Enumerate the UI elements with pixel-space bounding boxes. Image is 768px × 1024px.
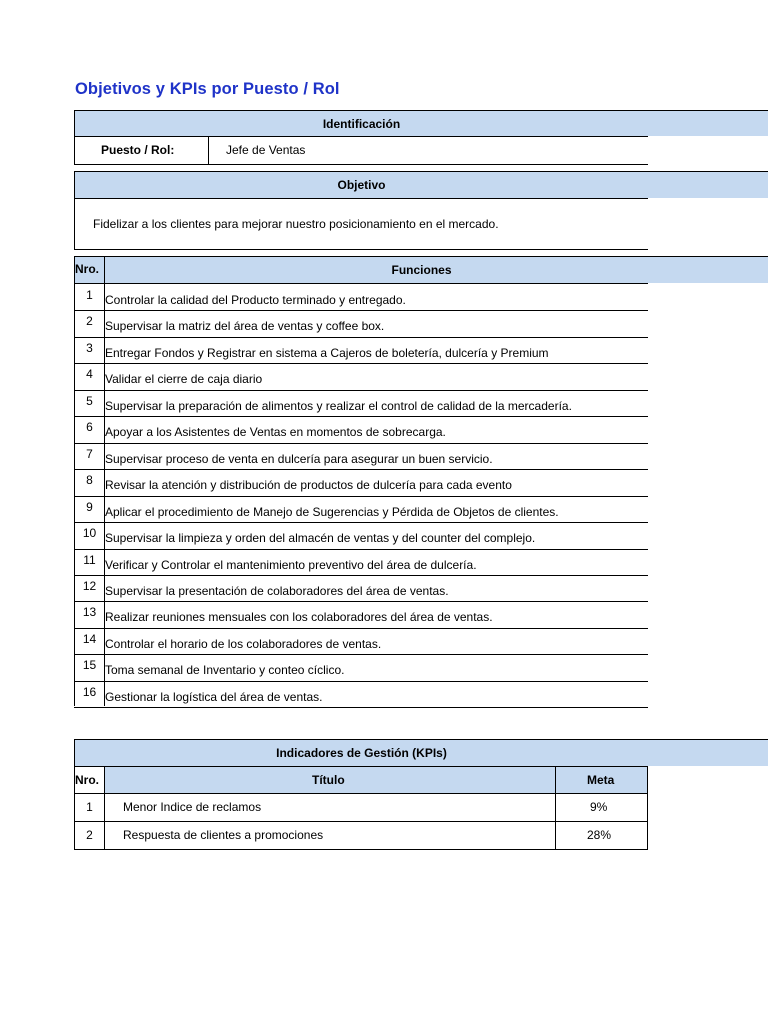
function-text: Controlar el horario de los colaboradores de ventas. — [105, 636, 382, 651]
divider — [74, 337, 648, 338]
divider — [555, 766, 556, 850]
kpi-nro: 2 — [86, 828, 93, 842]
divider — [104, 766, 105, 850]
function-text: Toma semanal de Inventario y conteo cíclico. — [105, 663, 345, 678]
kpis-col-meta: Meta — [587, 773, 615, 787]
funciones-col-nro: Nro. — [75, 262, 99, 276]
function-number: 13 — [82, 605, 97, 620]
divider — [74, 522, 648, 523]
divider — [74, 469, 648, 470]
divider — [74, 164, 648, 165]
function-text: Gestionar la logística del área de ventas. — [105, 689, 323, 704]
divider — [74, 363, 648, 364]
function-number: 3 — [86, 340, 93, 355]
divider — [74, 416, 648, 417]
function-text: Entregar Fondos y Registrar en sistema a Cajeros de boletería, dulcería y Premium — [105, 345, 549, 360]
function-text: Supervisar la preparación de alimentos y realizar el control de calidad de la mercadería. — [105, 398, 572, 413]
function-text: Supervisar la matriz del área de ventas y coffee box. — [105, 319, 385, 334]
divider — [74, 136, 648, 137]
function-text: Supervisar proceso de venta en dulcería para asegurar un buen servicio. — [105, 451, 493, 466]
funciones-header: Funciones — [391, 263, 452, 277]
divider — [74, 310, 648, 311]
objetivo-text: Fidelizar a los clientes para mejorar nuestro posicionamiento en el mercado. — [93, 217, 499, 231]
divider — [74, 628, 648, 629]
divider — [647, 766, 648, 850]
divider — [74, 707, 648, 708]
function-number: 11 — [83, 552, 96, 567]
divider — [74, 198, 648, 199]
divider — [74, 849, 648, 850]
divider — [74, 496, 648, 497]
function-number: 2 — [86, 314, 93, 329]
puesto-rol-label: Puesto / Rol: — [101, 143, 175, 157]
kpi-meta: 28% — [587, 828, 612, 842]
divider — [74, 575, 648, 576]
objetivo-header-bar — [75, 171, 768, 198]
divider — [74, 249, 648, 250]
divider — [74, 601, 648, 602]
kpis-header-bar — [75, 739, 768, 766]
page-title: Objetivos y KPIs por Puesto / Rol — [75, 80, 340, 98]
kpi-titulo: Respuesta de clientes a promociones — [123, 828, 324, 842]
function-text: Controlar la calidad del Producto terminado y entregado. — [105, 293, 406, 307]
identificacion-header-bar — [75, 110, 768, 136]
divider — [74, 766, 648, 767]
divider — [74, 681, 648, 682]
function-number: 5 — [86, 393, 93, 408]
divider — [208, 136, 209, 164]
puesto-rol-value: Jefe de Ventas — [226, 143, 306, 157]
function-number: 9 — [86, 499, 93, 514]
function-number: 6 — [86, 420, 93, 435]
divider — [74, 390, 648, 391]
divider — [74, 549, 648, 550]
function-number: 16 — [82, 684, 97, 699]
divider — [74, 821, 648, 822]
function-number: 1 — [86, 288, 93, 302]
objetivo-header: Objetivo — [337, 178, 386, 192]
function-text: Supervisar la presentación de colaboradores del área de ventas. — [105, 583, 449, 598]
divider — [74, 443, 648, 444]
kpis-col-titulo: Título — [312, 773, 345, 787]
kpis-col-nro: Nro. — [75, 773, 99, 787]
function-text: Revisar la atención y distribución de productos de dulcería para cada evento — [105, 478, 512, 493]
identificacion-header: Identificación — [322, 117, 401, 131]
function-number: 15 — [82, 658, 97, 673]
function-text: Apoyar a los Asistentes de Ventas en momentos de sobrecarga. — [105, 425, 446, 440]
function-text: Supervisar la limpieza y orden del almacén de ventas y del counter del complejo. — [105, 531, 536, 546]
function-text: Aplicar el procedimiento de Manejo de Sugerencias y Pérdida de Objetos de clientes. — [105, 504, 559, 519]
divider — [74, 171, 75, 250]
divider — [74, 110, 75, 164]
kpi-nro: 1 — [86, 800, 93, 814]
divider — [74, 283, 648, 284]
function-number: 7 — [86, 446, 93, 461]
divider — [74, 793, 648, 794]
function-number: 8 — [86, 473, 93, 488]
function-number: 12 — [82, 578, 97, 593]
kpis-header: Indicadores de Gestión (KPIs) — [276, 746, 447, 760]
function-text: Realizar reuniones mensuales con los colaboradores del área de ventas. — [105, 610, 493, 625]
kpi-meta: 9% — [590, 800, 608, 814]
function-text: Validar el cierre de caja diario — [105, 372, 263, 387]
function-text: Verificar y Controlar el mantenimiento preventivo del área de dulcería. — [105, 557, 477, 572]
divider — [74, 654, 648, 655]
kpi-titulo: Menor Indice de reclamos — [123, 800, 262, 814]
kpis-column-header-bg — [105, 767, 648, 793]
function-number: 10 — [82, 526, 97, 541]
function-number: 14 — [82, 631, 97, 646]
function-number: 4 — [86, 367, 93, 382]
funciones-header-bar — [75, 256, 768, 283]
